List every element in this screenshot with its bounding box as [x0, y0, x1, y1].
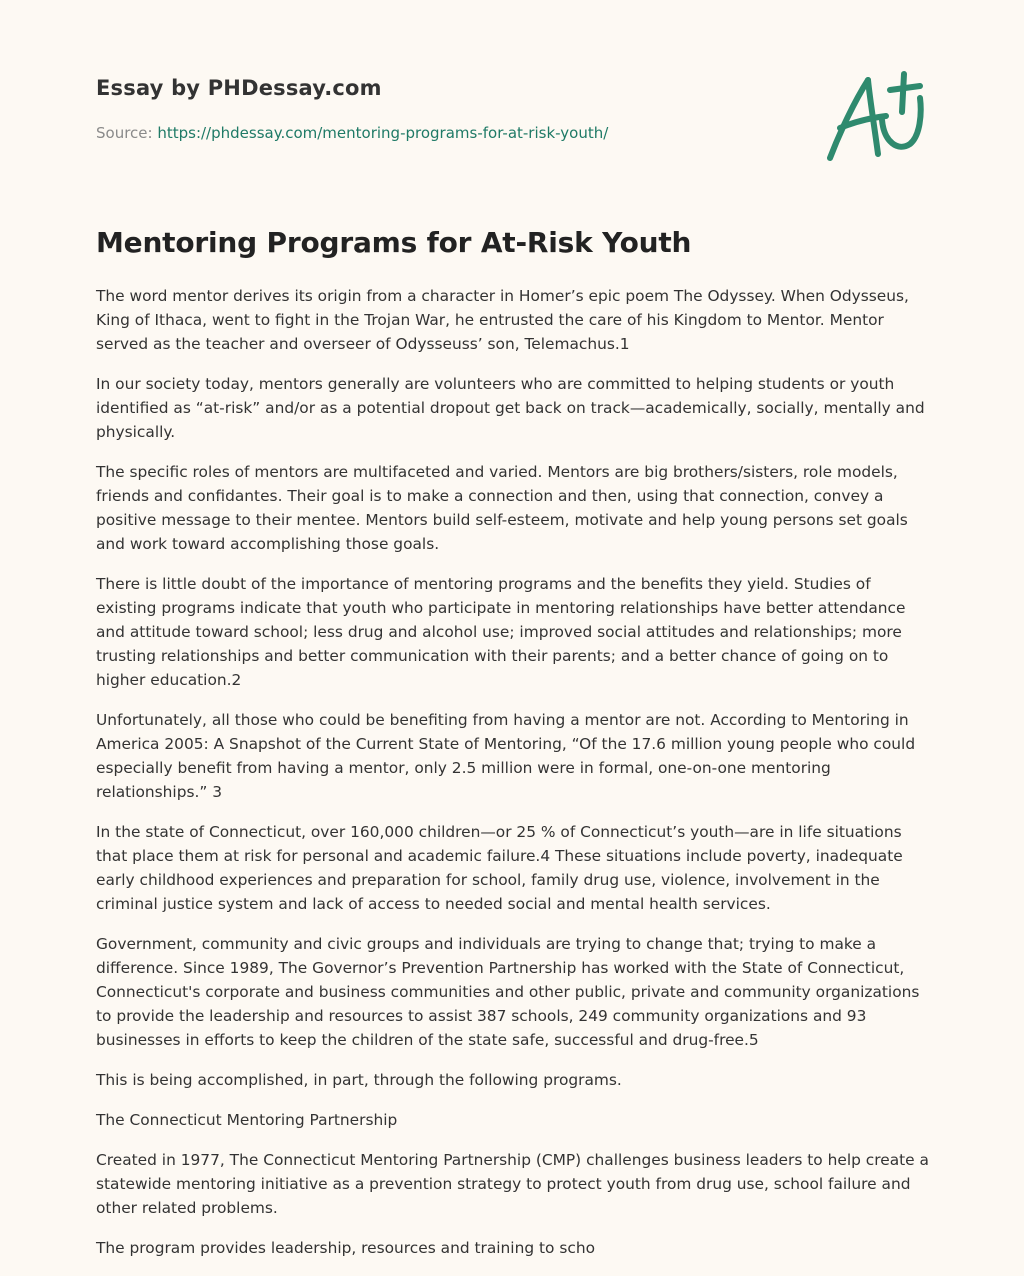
article-title: Mentoring Programs for At-Risk Youth	[96, 226, 692, 259]
paragraph: In the state of Connecticut, over 160,000 children—or 25 % of Connecticut’s youth—are in life situations that place them at risk for personal and academic failure.4 These situations include poverty, inadequate early childhood experiences and preparation for school, family drug use, violence, involvement in the criminal justice system and lack of access to needed social and mental health services.	[96, 823, 903, 913]
source-line	[96, 124, 608, 142]
source-label: Source:	[96, 124, 158, 142]
paragraph: There is little doubt of the importance of mentoring programs and the benefits they yield. Studies of existing programs indicate that youth who participate in mentoring relationships have better attendance and attitude toward school; less drug and alcohol use; improved social attitudes and relationships; more trusting relationships and better communication with their parents; and a better chance of going on to higher education.2	[96, 575, 906, 689]
source-link[interactable]: https://phdessay.com/mentoring-programs-for-at-risk-youth/	[157, 124, 609, 142]
paragraph: The program provides leadership, resources and training to scho	[96, 1239, 595, 1257]
section-heading: The Connecticut Mentoring Partnership	[96, 1111, 398, 1129]
paragraph: Government, community and civic groups and individuals are trying to change that; trying to make a difference. Since 1989, The Governor’s Prevention Partnership has worked with the State of Connecticut, Connecticut's corporate and business communities and other public, private and community organizations to provide the leadership and resources to assist 387 schools, 249 community organizations and 93 businesses in efforts to keep the children of the state safe, successful and drug-free.5	[96, 935, 920, 1049]
site-title: Essay by PHDessay.com	[96, 76, 382, 100]
paragraph: The specific roles of mentors are multifaceted and varied. Mentors are big brothers/sisters, role models, friends and confidantes. Their goal is to make a connection and then, using that connection, convey a positive message to their mentee. Mentors build self-esteem, motivate and help young persons set goals and work toward accomplishing those goals.	[96, 463, 908, 553]
paragraph: In our society today, mentors generally are volunteers who are committed to helping students or youth identified as “at-risk” and/or as a potential dropout get back on track—academically, socially, mentally and physically.	[96, 375, 925, 441]
a-plus-logo-icon	[824, 66, 928, 166]
paragraph: Unfortunately, all those who could be benefiting from having a mentor are not. According to Mentoring in America 2005: A Snapshot of the Current State of Mentoring, “Of the 17.6 million young people who could especially benefit from having a mentor, only 2.5 million were in formal, one-on-one mentoring relationships.” 3	[96, 711, 916, 801]
paragraph: This is being accomplished, in part, through the following programs.	[96, 1071, 622, 1089]
paragraph: The word mentor derives its origin from a character in Homer’s epic poem The Odyssey. When Odysseus, King of Ithaca, went to fight in the Trojan War, he entrusted the care of his Kingdom to Mentor. Mentor served as the teacher and overseer of Odysseuss’ son, Telemachus.1	[96, 287, 909, 353]
page-header	[96, 0, 928, 200]
paragraph: Created in 1977, The Connecticut Mentoring Partnership (CMP) challenges business leaders to help create a statewide mentoring initiative as a prevention strategy to protect youth from drug use, school failure and other related problems.	[96, 1151, 929, 1217]
article-body	[96, 284, 932, 1276]
